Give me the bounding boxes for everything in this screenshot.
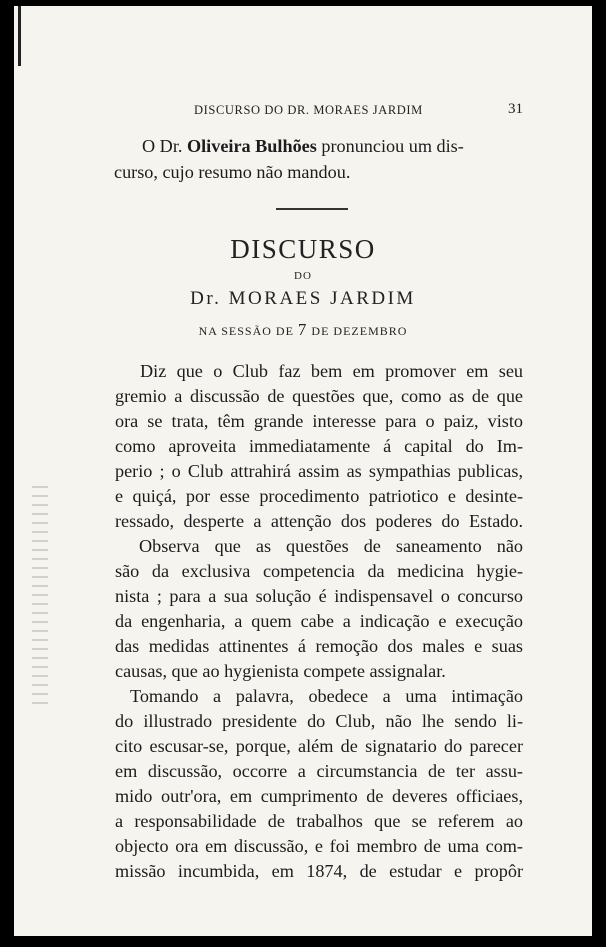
intro-text-end: pronunciou um dis- xyxy=(316,136,464,156)
running-title: DISCURSO DO DR. MORAES JARDIM xyxy=(194,103,423,117)
speech-title: DISCURSO xyxy=(230,234,376,264)
body-line: cito escusar-se, porque, além de signatario do parecer xyxy=(115,736,523,756)
intro-line-2: curso, cujo resumo não mandou. xyxy=(114,162,351,182)
body-line: causas, que ao hygienista compete assignalar. xyxy=(115,661,446,681)
intro-text-start: O Dr. xyxy=(142,136,187,156)
intro-line-1 xyxy=(142,134,464,158)
running-head xyxy=(14,103,592,121)
session-suffix: DE DEZEMBRO xyxy=(307,324,408,338)
body-line: gremio a discussão de questões que, como as de que xyxy=(115,386,523,406)
page-number: 31 xyxy=(508,101,523,117)
speaker-heading: Dr. MORAES JARDIM xyxy=(190,288,416,309)
book-page xyxy=(14,6,592,936)
session-day: 7 xyxy=(297,320,308,339)
body-line: das medidas attinentes á remoção dos males e suas xyxy=(115,636,523,656)
body-line: objecto ora em discussão, e foi membro de uma com- xyxy=(115,836,523,856)
body-line: são da exclusiva competencia da medicina hygie- xyxy=(115,561,523,581)
body-line: nista ; para a sua solução é indispensavel o concurso xyxy=(115,586,523,606)
body-line: mido outr'ora, em cumprimento de deveres officiaes, xyxy=(115,786,523,806)
body-line: e quiçá, por esse procedimento patriotico e desinte- xyxy=(115,486,523,506)
body-line: Observa que as questões de saneamento não xyxy=(139,536,523,556)
body-line: da engenharia, a quem cabe a indicação e execução xyxy=(115,611,523,631)
body-line: Diz que o Club faz bem em promover em seu xyxy=(140,361,523,381)
body-line: ressado, desperte a attenção dos poderes do Estado. xyxy=(115,511,523,531)
body-line: Tomando a palavra, obedece a uma intimação xyxy=(130,686,523,706)
speaker-name: Oliveira Bulhões xyxy=(186,136,317,156)
session-prefix: NA SESSÃO DE xyxy=(198,324,298,338)
body-line: a responsabilidade de trabalhos que se referem ao xyxy=(115,811,523,831)
body-line: missão incumbida, em 1874, de estudar e propôr xyxy=(115,861,523,881)
body-line: do illustrado presidente do Club, não lhe sendo li- xyxy=(115,711,523,731)
speech-title-connector: DO xyxy=(294,270,312,282)
body-line: em discussão, occorre a circumstancia de ter assu- xyxy=(115,761,523,781)
session-date xyxy=(14,320,592,340)
body-line: como aproveita immediatamente á capital do Im- xyxy=(115,436,523,456)
section-separator xyxy=(276,208,348,210)
page-edge-mark xyxy=(18,6,21,66)
body-line: perio ; o Club attrahirá assim as sympathias publicas, xyxy=(115,461,523,481)
page-edge-specks xyxy=(32,486,48,706)
body-line: ora se trata, têm grande interesse para o paiz, visto xyxy=(115,411,523,431)
